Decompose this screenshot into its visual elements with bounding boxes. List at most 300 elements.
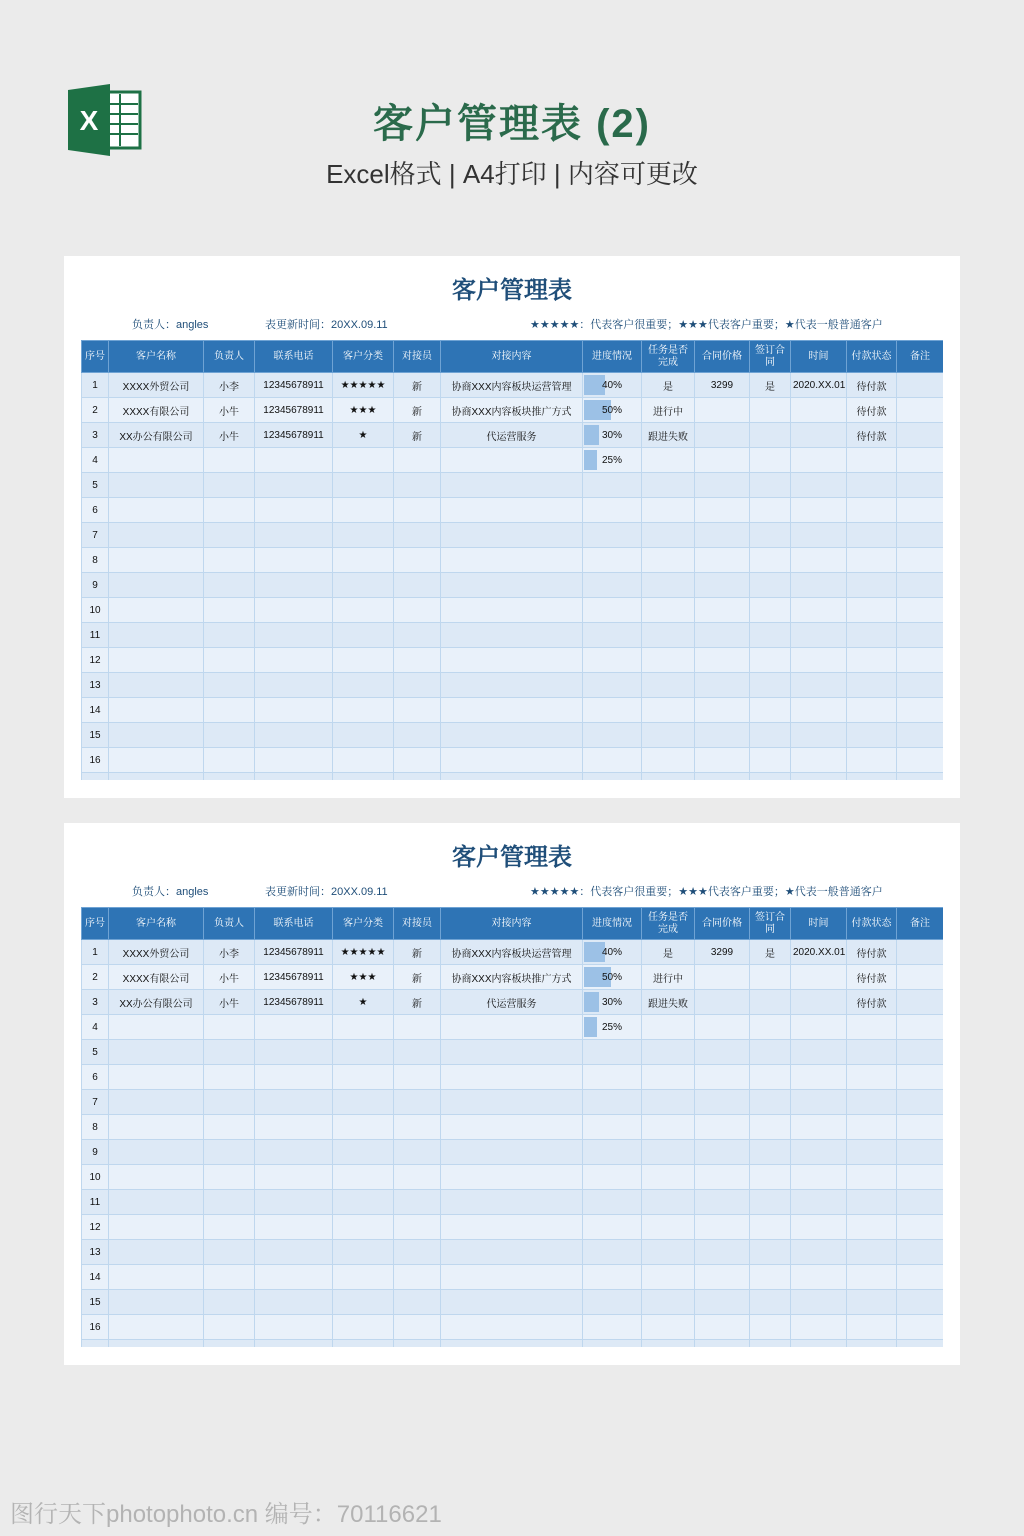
cell-content[interactable] — [441, 448, 583, 473]
cell-done[interactable] — [642, 1015, 695, 1040]
cell-customer[interactable] — [109, 1265, 204, 1290]
cell-note[interactable] — [897, 1040, 944, 1065]
cell-note[interactable] — [897, 448, 944, 473]
cell-time[interactable] — [791, 1315, 847, 1340]
cell-price[interactable] — [695, 990, 750, 1015]
cell-seq[interactable]: 7 — [82, 523, 109, 548]
cell-seq[interactable]: 6 — [82, 1065, 109, 1090]
cell-owner[interactable] — [204, 723, 255, 748]
cell-signed[interactable] — [750, 1190, 791, 1215]
cell-price[interactable] — [695, 448, 750, 473]
cell-content[interactable]: 代运营服务 — [441, 423, 583, 448]
cell-price[interactable]: 3299 — [695, 373, 750, 398]
cell-done[interactable]: 跟进失败 — [642, 423, 695, 448]
cell-customer[interactable] — [109, 698, 204, 723]
cell-signed[interactable] — [750, 1315, 791, 1340]
cell-content[interactable] — [441, 1165, 583, 1190]
cell-done[interactable] — [642, 748, 695, 773]
cell-class[interactable] — [333, 1165, 394, 1190]
cell-content[interactable] — [441, 1215, 583, 1240]
cell-contact[interactable] — [394, 698, 441, 723]
cell-contact[interactable] — [394, 1115, 441, 1140]
cell-seq[interactable]: 16 — [82, 1315, 109, 1340]
cell-note[interactable] — [897, 498, 944, 523]
cell-contact[interactable] — [394, 598, 441, 623]
cell-signed[interactable] — [750, 1090, 791, 1115]
cell-progress[interactable] — [583, 423, 642, 448]
cell-pay[interactable] — [847, 1140, 897, 1165]
cell-progress[interactable] — [583, 498, 642, 523]
cell-contact[interactable] — [394, 773, 441, 781]
cell-owner[interactable] — [204, 1140, 255, 1165]
cell-pay[interactable] — [847, 1065, 897, 1090]
cell-price[interactable] — [695, 673, 750, 698]
cell-owner[interactable]: 小李 — [204, 940, 255, 965]
cell-price[interactable] — [695, 498, 750, 523]
cell-seq[interactable]: 9 — [82, 573, 109, 598]
cell-signed[interactable] — [750, 498, 791, 523]
cell-contact[interactable] — [394, 723, 441, 748]
cell-pay[interactable]: 待付款 — [847, 398, 897, 423]
cell-class[interactable] — [333, 1090, 394, 1115]
cell-contact[interactable] — [394, 1065, 441, 1090]
cell-owner[interactable] — [204, 1015, 255, 1040]
cell-owner[interactable] — [204, 748, 255, 773]
cell-phone[interactable] — [255, 1140, 333, 1165]
cell-progress[interactable] — [583, 1015, 642, 1040]
cell-seq[interactable]: 9 — [82, 1140, 109, 1165]
cell-price[interactable] — [695, 1290, 750, 1315]
cell-contact[interactable] — [394, 548, 441, 573]
cell-contact[interactable] — [394, 1265, 441, 1290]
cell-contact[interactable]: 新 — [394, 373, 441, 398]
cell-pay[interactable] — [847, 473, 897, 498]
cell-contact[interactable] — [394, 498, 441, 523]
cell-phone[interactable]: 12345678911 — [255, 398, 333, 423]
cell-seq[interactable]: 13 — [82, 1240, 109, 1265]
cell-owner[interactable] — [204, 573, 255, 598]
cell-note[interactable] — [897, 1190, 944, 1215]
cell-signed[interactable] — [750, 673, 791, 698]
cell-time[interactable] — [791, 1065, 847, 1090]
cell-seq[interactable] — [82, 1340, 109, 1348]
cell-phone[interactable] — [255, 1215, 333, 1240]
cell-customer[interactable] — [109, 1115, 204, 1140]
cell-customer[interactable]: XX办公有限公司 — [109, 990, 204, 1015]
cell-progress[interactable] — [583, 398, 642, 423]
cell-content[interactable] — [441, 623, 583, 648]
cell-customer[interactable] — [109, 1040, 204, 1065]
cell-contact[interactable] — [394, 1040, 441, 1065]
cell-class[interactable]: ★★★ — [333, 398, 394, 423]
cell-signed[interactable] — [750, 623, 791, 648]
cell-content[interactable] — [441, 1065, 583, 1090]
cell-done[interactable] — [642, 648, 695, 673]
cell-pay[interactable] — [847, 1090, 897, 1115]
cell-owner[interactable] — [204, 648, 255, 673]
cell-progress[interactable] — [583, 698, 642, 723]
cell-customer[interactable]: XXXX外贸公司 — [109, 940, 204, 965]
cell-progress[interactable] — [583, 623, 642, 648]
cell-phone[interactable] — [255, 1040, 333, 1065]
cell-pay[interactable] — [847, 498, 897, 523]
cell-signed[interactable]: 是 — [750, 940, 791, 965]
cell-note[interactable] — [897, 1290, 944, 1315]
cell-price[interactable] — [695, 1315, 750, 1340]
cell-content[interactable] — [441, 1240, 583, 1265]
cell-class[interactable]: ★ — [333, 990, 394, 1015]
cell-content[interactable] — [441, 1315, 583, 1340]
cell-note[interactable] — [897, 1140, 944, 1165]
cell-seq[interactable]: 8 — [82, 1115, 109, 1140]
cell-class[interactable]: ★★★ — [333, 965, 394, 990]
cell-seq[interactable]: 5 — [82, 473, 109, 498]
cell-signed[interactable] — [750, 1040, 791, 1065]
cell-note[interactable] — [897, 990, 944, 1015]
cell-time[interactable] — [791, 1190, 847, 1215]
cell-owner[interactable] — [204, 548, 255, 573]
cell-phone[interactable] — [255, 623, 333, 648]
cell-owner[interactable] — [204, 1290, 255, 1315]
cell-progress[interactable] — [583, 523, 642, 548]
cell-pay[interactable] — [847, 1340, 897, 1348]
cell-phone[interactable] — [255, 648, 333, 673]
cell-price[interactable] — [695, 1165, 750, 1190]
cell-signed[interactable] — [750, 1140, 791, 1165]
cell-owner[interactable]: 小牛 — [204, 965, 255, 990]
cell-progress[interactable] — [583, 1315, 642, 1340]
cell-phone[interactable]: 12345678911 — [255, 965, 333, 990]
cell-class[interactable] — [333, 623, 394, 648]
cell-content[interactable] — [441, 1015, 583, 1040]
cell-time[interactable] — [791, 523, 847, 548]
cell-progress[interactable] — [583, 965, 642, 990]
cell-content[interactable]: 协商XXX内容板块推广方式 — [441, 398, 583, 423]
cell-done[interactable] — [642, 473, 695, 498]
cell-price[interactable] — [695, 523, 750, 548]
cell-class[interactable] — [333, 648, 394, 673]
cell-seq[interactable]: 13 — [82, 673, 109, 698]
cell-progress[interactable] — [583, 673, 642, 698]
cell-customer[interactable] — [109, 648, 204, 673]
cell-owner[interactable] — [204, 1265, 255, 1290]
cell-time[interactable] — [791, 698, 847, 723]
cell-pay[interactable] — [847, 1015, 897, 1040]
cell-owner[interactable]: 小牛 — [204, 423, 255, 448]
cell-contact[interactable]: 新 — [394, 423, 441, 448]
cell-time[interactable] — [791, 398, 847, 423]
cell-owner[interactable] — [204, 673, 255, 698]
cell-contact[interactable] — [394, 1340, 441, 1348]
cell-note[interactable] — [897, 523, 944, 548]
cell-note[interactable] — [897, 698, 944, 723]
cell-seq[interactable]: 7 — [82, 1090, 109, 1115]
cell-progress[interactable] — [583, 448, 642, 473]
cell-note[interactable] — [897, 1065, 944, 1090]
cell-class[interactable] — [333, 1240, 394, 1265]
cell-progress[interactable] — [583, 1240, 642, 1265]
cell-content[interactable] — [441, 773, 583, 781]
cell-note[interactable] — [897, 1265, 944, 1290]
cell-progress[interactable] — [583, 598, 642, 623]
cell-owner[interactable] — [204, 1315, 255, 1340]
cell-class[interactable] — [333, 1190, 394, 1215]
cell-done[interactable] — [642, 1190, 695, 1215]
cell-note[interactable] — [897, 965, 944, 990]
cell-seq[interactable]: 3 — [82, 423, 109, 448]
cell-progress[interactable] — [583, 548, 642, 573]
cell-note[interactable] — [897, 1165, 944, 1190]
cell-class[interactable] — [333, 773, 394, 781]
cell-signed[interactable] — [750, 398, 791, 423]
cell-done[interactable] — [642, 448, 695, 473]
cell-time[interactable]: 2020.XX.01 — [791, 940, 847, 965]
cell-seq[interactable]: 10 — [82, 1165, 109, 1190]
cell-time[interactable] — [791, 498, 847, 523]
cell-price[interactable] — [695, 648, 750, 673]
cell-phone[interactable] — [255, 723, 333, 748]
cell-owner[interactable] — [204, 1240, 255, 1265]
cell-note[interactable] — [897, 1015, 944, 1040]
cell-price[interactable] — [695, 623, 750, 648]
cell-done[interactable] — [642, 1215, 695, 1240]
cell-contact[interactable] — [394, 1190, 441, 1215]
cell-contact[interactable]: 新 — [394, 965, 441, 990]
cell-phone[interactable] — [255, 698, 333, 723]
cell-contact[interactable] — [394, 473, 441, 498]
cell-time[interactable] — [791, 1040, 847, 1065]
cell-note[interactable] — [897, 940, 944, 965]
cell-note[interactable] — [897, 473, 944, 498]
cell-content[interactable]: 协商XXX内容板块推广方式 — [441, 965, 583, 990]
cell-pay[interactable] — [847, 548, 897, 573]
cell-progress[interactable] — [583, 648, 642, 673]
cell-customer[interactable]: XXXX外贸公司 — [109, 373, 204, 398]
cell-customer[interactable] — [109, 1315, 204, 1340]
cell-customer[interactable] — [109, 723, 204, 748]
cell-seq[interactable]: 5 — [82, 1040, 109, 1065]
cell-progress[interactable] — [583, 723, 642, 748]
cell-time[interactable] — [791, 990, 847, 1015]
cell-note[interactable] — [897, 723, 944, 748]
cell-done[interactable] — [642, 773, 695, 781]
cell-time[interactable] — [791, 423, 847, 448]
cell-owner[interactable] — [204, 1215, 255, 1240]
cell-price[interactable] — [695, 698, 750, 723]
cell-progress[interactable] — [583, 1190, 642, 1215]
cell-signed[interactable] — [750, 1015, 791, 1040]
cell-note[interactable] — [897, 673, 944, 698]
cell-content[interactable] — [441, 1115, 583, 1140]
cell-signed[interactable] — [750, 548, 791, 573]
cell-phone[interactable] — [255, 1015, 333, 1040]
cell-class[interactable]: ★ — [333, 423, 394, 448]
cell-seq[interactable]: 12 — [82, 1215, 109, 1240]
cell-phone[interactable] — [255, 448, 333, 473]
cell-price[interactable] — [695, 1240, 750, 1265]
cell-price[interactable] — [695, 1340, 750, 1348]
cell-signed[interactable] — [750, 698, 791, 723]
cell-class[interactable] — [333, 1065, 394, 1090]
cell-signed[interactable] — [750, 1165, 791, 1190]
cell-signed[interactable] — [750, 1215, 791, 1240]
cell-price[interactable] — [695, 1140, 750, 1165]
cell-done[interactable] — [642, 573, 695, 598]
cell-seq[interactable]: 2 — [82, 965, 109, 990]
cell-done[interactable] — [642, 1315, 695, 1340]
cell-pay[interactable] — [847, 523, 897, 548]
cell-pay[interactable]: 待付款 — [847, 940, 897, 965]
cell-signed[interactable] — [750, 1340, 791, 1348]
cell-customer[interactable]: XX办公有限公司 — [109, 423, 204, 448]
cell-done[interactable]: 进行中 — [642, 398, 695, 423]
cell-signed[interactable] — [750, 723, 791, 748]
cell-note[interactable] — [897, 623, 944, 648]
cell-done[interactable] — [642, 523, 695, 548]
cell-class[interactable] — [333, 1015, 394, 1040]
cell-signed[interactable] — [750, 965, 791, 990]
cell-pay[interactable] — [847, 573, 897, 598]
cell-class[interactable] — [333, 748, 394, 773]
cell-note[interactable] — [897, 1240, 944, 1265]
cell-price[interactable] — [695, 548, 750, 573]
cell-pay[interactable] — [847, 1190, 897, 1215]
cell-signed[interactable] — [750, 748, 791, 773]
cell-phone[interactable] — [255, 498, 333, 523]
cell-time[interactable]: 2020.XX.01 — [791, 373, 847, 398]
cell-progress[interactable] — [583, 773, 642, 781]
cell-signed[interactable] — [750, 423, 791, 448]
cell-price[interactable]: 3299 — [695, 940, 750, 965]
cell-pay[interactable] — [847, 773, 897, 781]
cell-pay[interactable] — [847, 1115, 897, 1140]
cell-contact[interactable] — [394, 1090, 441, 1115]
cell-class[interactable] — [333, 598, 394, 623]
cell-class[interactable]: ★★★★★ — [333, 373, 394, 398]
cell-time[interactable] — [791, 1140, 847, 1165]
cell-contact[interactable]: 新 — [394, 990, 441, 1015]
cell-time[interactable] — [791, 598, 847, 623]
cell-class[interactable] — [333, 1140, 394, 1165]
cell-content[interactable] — [441, 573, 583, 598]
cell-seq[interactable]: 10 — [82, 598, 109, 623]
cell-pay[interactable] — [847, 1240, 897, 1265]
cell-note[interactable] — [897, 648, 944, 673]
cell-content[interactable] — [441, 523, 583, 548]
cell-done[interactable] — [642, 1290, 695, 1315]
cell-seq[interactable]: 1 — [82, 373, 109, 398]
cell-done[interactable]: 跟进失败 — [642, 990, 695, 1015]
cell-signed[interactable] — [750, 473, 791, 498]
cell-contact[interactable] — [394, 748, 441, 773]
cell-time[interactable] — [791, 1240, 847, 1265]
cell-phone[interactable] — [255, 1265, 333, 1290]
cell-time[interactable] — [791, 1165, 847, 1190]
cell-seq[interactable]: 2 — [82, 398, 109, 423]
cell-content[interactable]: 代运营服务 — [441, 990, 583, 1015]
cell-time[interactable] — [791, 473, 847, 498]
cell-contact[interactable] — [394, 523, 441, 548]
cell-price[interactable] — [695, 573, 750, 598]
cell-owner[interactable] — [204, 1190, 255, 1215]
cell-content[interactable] — [441, 673, 583, 698]
cell-pay[interactable] — [847, 673, 897, 698]
cell-signed[interactable] — [750, 1290, 791, 1315]
cell-customer[interactable] — [109, 548, 204, 573]
cell-signed[interactable] — [750, 990, 791, 1015]
cell-content[interactable] — [441, 1265, 583, 1290]
cell-class[interactable] — [333, 1340, 394, 1348]
cell-seq[interactable]: 15 — [82, 1290, 109, 1315]
cell-signed[interactable] — [750, 523, 791, 548]
cell-time[interactable] — [791, 723, 847, 748]
cell-note[interactable] — [897, 398, 944, 423]
cell-phone[interactable] — [255, 1290, 333, 1315]
cell-note[interactable] — [897, 748, 944, 773]
cell-price[interactable] — [695, 598, 750, 623]
cell-done[interactable] — [642, 623, 695, 648]
cell-time[interactable] — [791, 673, 847, 698]
cell-note[interactable] — [897, 1215, 944, 1240]
cell-pay[interactable] — [847, 698, 897, 723]
cell-customer[interactable] — [109, 498, 204, 523]
cell-time[interactable] — [791, 573, 847, 598]
cell-done[interactable] — [642, 498, 695, 523]
cell-progress[interactable] — [583, 473, 642, 498]
cell-note[interactable] — [897, 1115, 944, 1140]
cell-class[interactable] — [333, 1040, 394, 1065]
cell-phone[interactable] — [255, 1165, 333, 1190]
cell-done[interactable]: 是 — [642, 940, 695, 965]
cell-customer[interactable] — [109, 598, 204, 623]
cell-content[interactable]: 协商XXX内容板块运营管理 — [441, 940, 583, 965]
cell-price[interactable] — [695, 1115, 750, 1140]
cell-contact[interactable] — [394, 1315, 441, 1340]
cell-phone[interactable] — [255, 748, 333, 773]
cell-phone[interactable] — [255, 523, 333, 548]
cell-pay[interactable] — [847, 598, 897, 623]
cell-pay[interactable] — [847, 623, 897, 648]
cell-seq[interactable]: 14 — [82, 698, 109, 723]
cell-owner[interactable] — [204, 598, 255, 623]
cell-owner[interactable] — [204, 698, 255, 723]
cell-customer[interactable] — [109, 1190, 204, 1215]
cell-progress[interactable] — [583, 1165, 642, 1190]
cell-progress[interactable] — [583, 1115, 642, 1140]
cell-owner[interactable] — [204, 1340, 255, 1348]
cell-contact[interactable] — [394, 648, 441, 673]
cell-content[interactable] — [441, 473, 583, 498]
cell-customer[interactable] — [109, 773, 204, 781]
cell-pay[interactable] — [847, 1315, 897, 1340]
cell-pay[interactable] — [847, 748, 897, 773]
cell-done[interactable] — [642, 1240, 695, 1265]
cell-content[interactable] — [441, 1140, 583, 1165]
cell-time[interactable] — [791, 1090, 847, 1115]
cell-owner[interactable] — [204, 773, 255, 781]
cell-price[interactable] — [695, 1015, 750, 1040]
cell-class[interactable] — [333, 1115, 394, 1140]
cell-contact[interactable] — [394, 1140, 441, 1165]
cell-owner[interactable] — [204, 1065, 255, 1090]
cell-phone[interactable] — [255, 1340, 333, 1348]
cell-note[interactable] — [897, 773, 944, 781]
cell-done[interactable] — [642, 1040, 695, 1065]
cell-phone[interactable] — [255, 1315, 333, 1340]
cell-progress[interactable] — [583, 1265, 642, 1290]
cell-done[interactable] — [642, 1065, 695, 1090]
cell-progress[interactable] — [583, 940, 642, 965]
